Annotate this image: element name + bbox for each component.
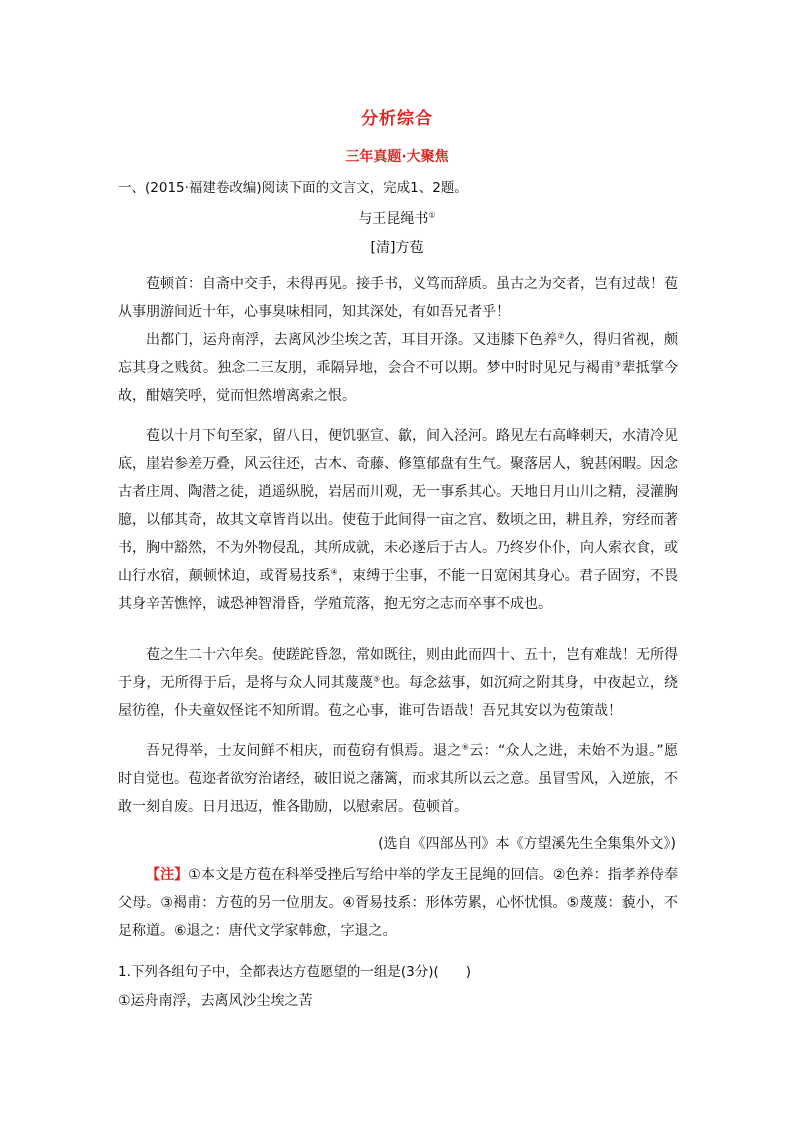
passage-title xyxy=(0,208,794,228)
footnote-marker: ① xyxy=(428,210,436,220)
passage-title-text: 与王昆绳书 xyxy=(358,211,429,227)
paragraph-text: 云：“众人之进，未始不为退。”愿时自觉也。苞迩者欲穷治诸经，破旧说之藩篱，而求其所以云之意。虽冒雪风，入逆旅，不敢一刻自废。日月迅迈，惟各勖励，以慰索居。苞顿首。 xyxy=(118,743,679,815)
section-subtitle: 三年真题·大聚焦 xyxy=(345,149,449,165)
question-1: 1.下列各组句子中，全都表达方苞愿望的一组是(3分)( ) xyxy=(118,964,472,980)
question-intro: 一、(2015·福建卷改编)阅读下面的文言文，完成1、2题。 xyxy=(118,180,468,196)
paragraph-text: 吾兄得举，士友间鲜不相庆，而苞窃有惧焉。退之 xyxy=(146,743,462,759)
paragraph-text: 苞以十月下旬至家，留八日，便饥驱宣、歙，间入泾河。路见左右高峰刺天，水清冷见底，崖岩参差万叠，风云往还，古木、奇藤、修篁郁盘有生气。聚落居人，貌甚闲暇。因念古者庄周、陶潜之徒，逍遥纵脱，岩居而川观，无一事系其心。天地日月山川之精，浸灌胸臆，以郁其奇，故其文章皆肖以出。使苞于此间得一亩之宫、数顷之田，耕且养，穷经而著书，胸中豁然，不为外物侵乱，其所成就，未必遂后于古人。乃终岁仆仆，向人索衣食，或山行水宿，颠顿怵迫，或胥易技系 xyxy=(118,428,678,584)
note-text: ①本文是方苞在科举受挫后写给中举的学友王昆绳的回信。②色养：指孝养侍奉父母。③褐甫：方苞的另一位朋友。④胥易技系：形体劳累，心怀忧惧。⑤蔑蔑：藐小，不足称道。⑥退之：唐代文学家韩愈，字退之。 xyxy=(118,867,678,939)
passage-paragraph-5 xyxy=(118,737,678,821)
passage-source: (选自《四部丛刊》本《方望溪先生全集集外文》) xyxy=(378,836,676,852)
footnote-marker: ④ xyxy=(330,567,338,577)
passage-paragraph-3 xyxy=(118,422,678,618)
paragraph-text: 辈抵掌今故，酣嬉笑呼，觉而怛然增离索之恨。 xyxy=(118,360,679,404)
passage-author: [清]方苞 xyxy=(370,240,424,256)
page-title: 分析综合 xyxy=(361,109,433,129)
annotation-notes xyxy=(118,861,678,945)
footnote-marker: ② xyxy=(557,331,565,341)
question-option-1: ①运舟南浮，去离风沙尘埃之苦 xyxy=(118,993,313,1009)
passage-paragraph-1: 苞顿首：自斋中交手，未得再见。接手书，义笃而辞质。虽古之为交者，岂有过哉！苞从事朋游间近十年，心事臭味相同，知其深处，有如吾兄者乎！ xyxy=(118,276,678,320)
footnote-marker: ⑥ xyxy=(461,742,470,752)
passage-paragraph-4 xyxy=(118,641,678,725)
passage-paragraph-2 xyxy=(118,326,678,410)
note-tag: 【注】 xyxy=(146,867,189,883)
paragraph-text: 苞之生二十六年矣。使蹉跎昏忽，常如既往，则由此而四十、五十，岂有难哉！无所得于身，无所得于后，是将与众人同其蔑蔑 xyxy=(118,647,678,691)
footnote-marker: ⑤ xyxy=(373,674,381,684)
paragraph-text: 也。每念兹事，如沉疴之附其身，中夜起立，绕屋彷徨，仆夫童奴怪诧不知所谓。苞之心事，谁可告语哉！吾兄其安以为苞策哉！ xyxy=(118,675,679,719)
paragraph-text: ，束缚于尘事，不能一日宽闲其身心。君子固穷，不畏其身辛苦憔悴，诚恐神智滑昏，学殖荒落，抱无穷之志而卒事不成也。 xyxy=(118,568,679,612)
paragraph-text: 出都门，运舟南浮，去离风沙尘埃之苦，耳目开涤。又违膝下色养 xyxy=(146,332,558,348)
paragraph-text: 久，得归省视，颇忘其身之贱贫。独念二三友朋，乖隔异地，会合不可以期。梦中时时见兄与褐甫 xyxy=(118,332,679,376)
footnote-marker: ③ xyxy=(614,359,622,369)
